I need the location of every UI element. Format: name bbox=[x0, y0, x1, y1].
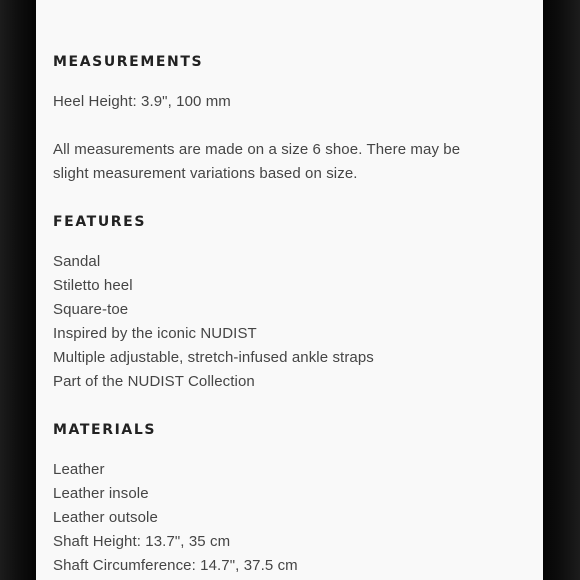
feature-item: Multiple adjustable, stretch-infused ankle straps bbox=[53, 349, 374, 366]
product-details-panel bbox=[36, 0, 543, 580]
material-item: Shaft Circumference: 14.7", 37.5 cm bbox=[53, 557, 298, 574]
left-side-bar bbox=[0, 0, 36, 580]
measurement-note-line-1: All measurements are made on a size 6 shoe. There may be bbox=[53, 141, 461, 158]
material-item: Leather outsole bbox=[53, 509, 158, 526]
feature-item: Sandal bbox=[53, 253, 101, 270]
material-item: Leather bbox=[53, 461, 105, 478]
features-heading: FEATURES bbox=[53, 214, 147, 230]
feature-item: Part of the NUDIST Collection bbox=[53, 373, 255, 390]
feature-item: Stiletto heel bbox=[53, 277, 133, 294]
right-side-bar bbox=[543, 0, 580, 580]
measurements-heading: MEASUREMENTS bbox=[53, 54, 204, 70]
measurement-note-line-2: slight measurement variations based on size. bbox=[53, 165, 358, 182]
heel-height-text: Heel Height: 3.9", 100 mm bbox=[53, 93, 231, 110]
material-item: Shaft Height: 13.7", 35 cm bbox=[53, 533, 231, 550]
material-item: Leather insole bbox=[53, 485, 149, 502]
feature-item: Square-toe bbox=[53, 301, 129, 318]
feature-item: Inspired by the iconic NUDIST bbox=[53, 325, 257, 342]
materials-heading: MATERIALS bbox=[53, 422, 157, 438]
